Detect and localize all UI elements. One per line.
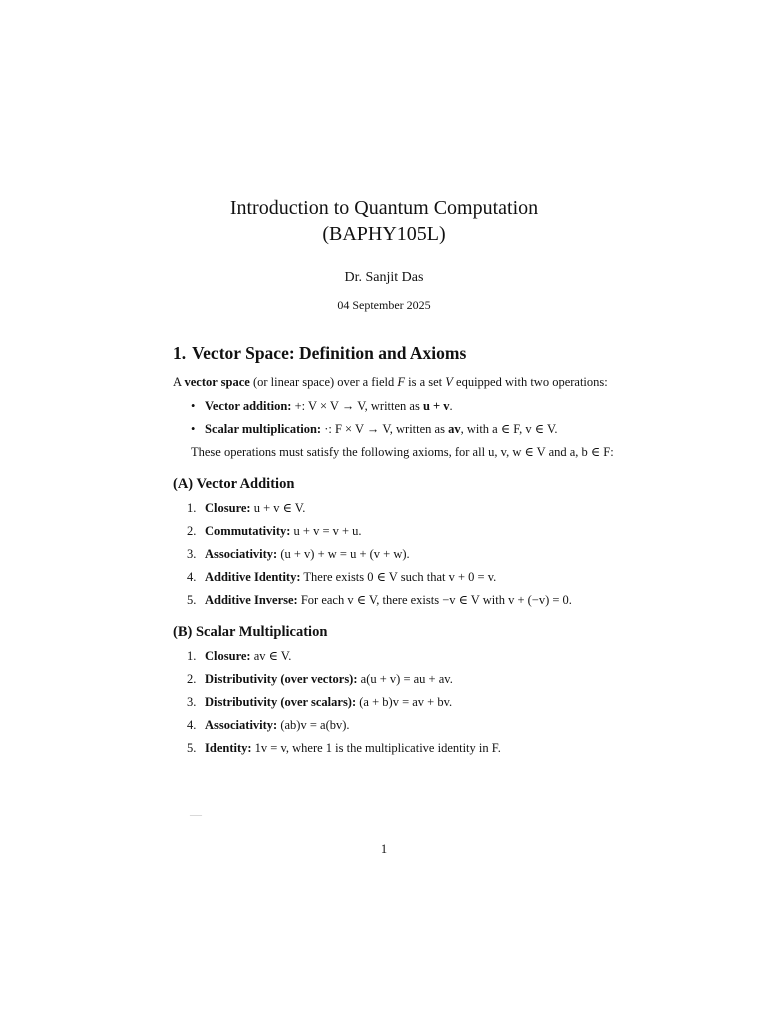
bullet: • [191, 422, 196, 436]
item-number: 4. [187, 570, 197, 584]
op-math: +: V × V → V [291, 399, 365, 413]
title-line-1: Introduction to Quantum Computation [229, 197, 539, 219]
list-item [187, 546, 618, 562]
section-heading [173, 342, 618, 364]
axiom-text: a(u + v) = au + av. [357, 672, 453, 686]
list-item [187, 740, 618, 756]
item-number: 5. [187, 593, 197, 607]
axioms-intro: These operations must satisfy the following axioms, for all u, v, w ∈ V and a, b ∈ F: [191, 445, 614, 459]
trailing-dash: — [190, 807, 202, 821]
subsection-heading-b: (B) Scalar Multiplication [173, 624, 328, 640]
document-title [0, 195, 768, 247]
list-item [187, 523, 618, 539]
op-rest: , written as [389, 422, 449, 436]
list-item [191, 421, 618, 437]
list-item [191, 398, 618, 414]
op-label: Vector addition: [205, 399, 292, 413]
intro-text-d: equipped with two operations: [452, 375, 608, 389]
intro-text-b: (or linear space) over a field [249, 375, 398, 389]
op-label: Scalar multiplication: [205, 422, 322, 436]
item-number: 3. [187, 547, 197, 561]
subsection-heading-a: (A) Vector Addition [173, 476, 295, 492]
axiom-text: (ab)v = a(bv). [277, 718, 350, 732]
axiom-label: Associativity: [205, 547, 278, 561]
axiom-label: Closure: [205, 649, 251, 663]
op-end: , with a ∈ F, v ∈ V. [460, 422, 558, 436]
axiom-text: (u + v) + w = u + (v + w). [277, 547, 410, 561]
item-number: 5. [187, 741, 197, 755]
title-line-2: (BAPHY105L) [322, 223, 446, 245]
item-number: 2. [187, 524, 197, 538]
item-number: 2. [187, 672, 197, 686]
page-number: 1 [380, 842, 388, 856]
section-title: Vector Space: Definition and Axioms [192, 343, 467, 363]
axiom-label: Distributivity (over vectors): [205, 672, 358, 686]
author: Dr. Sanjit Das [344, 270, 424, 285]
scalar-multiplication-axioms [173, 648, 618, 756]
field-symbol: F [397, 375, 405, 389]
axiom-label: Closure: [205, 501, 251, 515]
axiom-label: Identity: [205, 741, 252, 755]
op-expr: av [448, 422, 461, 436]
set-symbol: V [445, 375, 453, 389]
list-item [187, 694, 618, 710]
op-rest: , written as [364, 399, 423, 413]
vector-addition-axioms [173, 500, 618, 608]
item-number: 1. [187, 649, 197, 663]
axiom-text: For each v ∈ V, there exists −v ∈ V with v + (−v) = 0. [297, 593, 572, 607]
axiom-text: (a + b)v = av + bv. [356, 695, 453, 709]
item-number: 3. [187, 695, 197, 709]
axiom-label: Distributivity (over scalars): [205, 695, 357, 709]
section-intro [173, 374, 618, 390]
list-item [187, 592, 618, 608]
axiom-label: Additive Identity: [205, 570, 301, 584]
bullet: • [191, 399, 196, 413]
list-item [187, 569, 618, 585]
date: 04 September 2025 [337, 298, 431, 312]
axiom-text: There exists 0 ∈ V such that v + 0 = v. [300, 570, 497, 584]
axiom-text: 1v = v, where 1 is the multiplicative identity in F. [251, 741, 501, 755]
op-end: . [449, 399, 453, 413]
item-number: 4. [187, 718, 197, 732]
axiom-label: Additive Inverse: [205, 593, 298, 607]
op-expr: u + v [422, 399, 450, 413]
axiom-text: u + v = v + u. [290, 524, 362, 538]
axiom-text: av ∈ V. [250, 649, 292, 663]
axiom-label: Commutativity: [205, 524, 291, 538]
axiom-text: u + v ∈ V. [250, 501, 306, 515]
term-vector-space: vector space [184, 375, 250, 389]
section-number: 1. [173, 343, 187, 363]
operations-list [173, 398, 618, 437]
item-number: 1. [187, 501, 197, 515]
intro-text-a: A [173, 375, 185, 389]
intro-text-c: is a set [404, 375, 446, 389]
op-math: ·: F × V → V [321, 422, 390, 436]
list-item [187, 717, 618, 733]
list-item [187, 648, 618, 664]
axiom-label: Associativity: [205, 718, 278, 732]
document-body [173, 342, 618, 763]
list-item [187, 671, 618, 687]
list-item [187, 500, 618, 516]
